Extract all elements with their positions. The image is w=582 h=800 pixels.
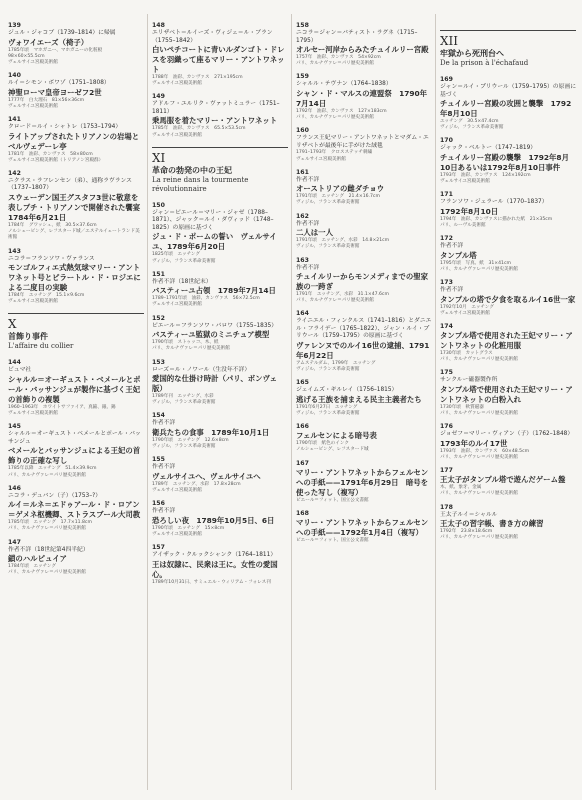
column-divider	[291, 14, 292, 790]
entry-details: 1793年 油彩、カンヴァス 124×192cm	[440, 172, 531, 178]
entry-author: 作者不詳	[296, 176, 320, 183]
section-header	[8, 313, 144, 351]
entry-details: ヴェルサイユ宮殿美術館	[152, 302, 202, 308]
section-number: XII	[440, 34, 459, 48]
catalogue-entry	[440, 235, 576, 273]
entry-details: 1730年頃 軟質磁器	[440, 404, 484, 410]
entry-details: ヴィジル、フランス革命美術館	[296, 200, 360, 206]
entry-number: 153	[152, 358, 165, 366]
entry-number: 159	[296, 73, 309, 81]
entry-title: 1792年8月10日	[440, 206, 499, 216]
entry-details: 1777年 白大理石 81×56×36cm	[8, 97, 85, 103]
entry-details: 1785年 油彩、カンヴァス 65.5×53.5cm	[152, 126, 246, 132]
entry-number: 146	[8, 484, 21, 492]
entry-title: 衛兵たちの食事 1789年10月1日	[152, 427, 270, 437]
column-3	[296, 22, 432, 550]
entry-details: ヴェルサイユ宮殿美術館	[8, 59, 58, 65]
catalogue-entry	[296, 169, 432, 207]
entry-title: 王太子の習字帳、書き方の練習	[440, 519, 544, 529]
section-title: 牢獄から死刑台へ	[440, 49, 504, 58]
entry-author: シャルル・テヴナン（1764–1838）	[296, 81, 392, 88]
entry-author: ライニエル・フィンクルス（1741–1816）とダニエル・フライデー（1765–1822）、ジャン・ルイ・プリウール（1759–1795）の原画に基づく	[296, 318, 432, 340]
entry-title: 神聖ローマ皇帝ヨーゼフ2世	[8, 87, 102, 97]
entry-author: シャルル＝オーギュスト・ベメールとポール・バッサンジュ	[8, 431, 141, 445]
entry-number: 175	[440, 369, 453, 377]
entry-title: バスティーユ監獄のミニチュア模型	[152, 330, 270, 340]
entry-details: 1757年 油彩、カンヴァス 54×92cm	[296, 55, 381, 60]
entry-author: 作者不詳（18世紀第4四半紀）	[8, 546, 89, 553]
entry-author: ジュル・ジャコブ（1739–1814）に帰属	[8, 30, 116, 36]
catalogue-entry	[440, 323, 576, 363]
entry-number: 176	[440, 423, 453, 431]
entry-details: ヴェルサイユ宮殿美術館	[152, 488, 202, 494]
entry-title: 王太子がタンプル塔で遊んだゲーム盤	[440, 475, 566, 485]
entry-details: ヴィジル、フランス革命美術館	[296, 244, 360, 250]
column-divider	[435, 14, 436, 790]
entry-author: ピエール＝フランソワ・パロワ（1755–1835）	[152, 322, 278, 329]
entry-number: 155	[152, 456, 165, 464]
entry-author: 作者不詳	[296, 220, 320, 227]
entry-details: ピエール＝フィット、国立公文書館	[296, 497, 369, 503]
entry-details: 1784年 エッチング 15.1×9.6cm	[8, 293, 85, 299]
entry-details: ヴェルサイユ宮殿美術館	[152, 81, 202, 87]
entry-author: アイザック・クルックシャンク（1764–1811）	[152, 552, 277, 559]
entry-number: 161	[296, 168, 309, 176]
entry-details: パリ、カルナヴァレ＝パリ歴史美術館	[8, 526, 86, 532]
entry-details: 1785年頃 エッチング 17.7×11.8cm	[8, 520, 92, 526]
entry-number: 149	[152, 93, 165, 101]
entry-author: フランス王妃マリー・アントワネットとマダム・エリザベトが最後年に手がけた絨毯	[296, 135, 429, 149]
section-title-french: La reine dans la tourmente révolutionnaire	[152, 175, 249, 193]
entry-details: ノルシェーピング、レフスタード城／エステルイェートランド美術館	[8, 229, 140, 241]
catalogue-entry	[296, 510, 432, 544]
entry-number: 167	[296, 459, 309, 467]
catalogue-entry	[8, 169, 148, 242]
entry-title: オルセー河岸からみたチュイルリー宮殿	[296, 45, 429, 54]
entry-number: 140	[8, 72, 21, 80]
entry-title: 逃げる王族を捕まえる民主主義者たち	[296, 394, 422, 404]
entry-details: エッチング 30.5×47.4cm	[440, 119, 499, 124]
entry-number: 154	[152, 412, 165, 420]
entry-details: 1792年 23.8×18.6cm	[440, 529, 493, 535]
entry-details: ノルシェーピング、レフスタード城	[296, 447, 369, 453]
catalogue-entry	[8, 22, 144, 66]
entry-details: ヴィジル、フランス革命美術館	[440, 125, 504, 131]
entry-details: 1825年頃 エッチング	[152, 252, 201, 258]
entry-number: 152	[152, 314, 165, 322]
entry-title: ヴェルサイユへ、ヴェルサイユへ	[152, 471, 261, 481]
entry-title: 鎖のハルピュイア	[8, 554, 67, 564]
entry-details: 1784年頃 エッチング	[8, 564, 57, 570]
entry-author: 作者不詳	[152, 508, 176, 515]
catalogue-entry	[440, 504, 576, 542]
entry-author: サンクルー磁器製作所	[440, 377, 498, 384]
entry-number: 162	[296, 212, 309, 220]
entry-number: 143	[8, 247, 21, 255]
catalogue-entry	[440, 76, 576, 131]
catalogue-entry	[152, 456, 288, 494]
entry-title: チュイルリー宮殿の襲撃 1792年8月10日あるいは1792年8月10日事件	[440, 152, 569, 172]
catalogue-entry	[440, 137, 576, 185]
entry-title: モンゴルフィエ式熱気球マリー・アントワネット号とピラートル・ド・ロジエによる二度目の実験	[8, 263, 141, 293]
entry-details: 1794年 油彩、カンヴァスに描かれた紙 21×35cm	[440, 216, 553, 222]
entry-title: タンプル塔	[440, 250, 477, 260]
catalogue-entry	[8, 539, 144, 577]
entry-number: 139	[8, 22, 21, 29]
entry-details: ヴェルサイユ宮殿美術館	[152, 132, 202, 138]
entry-author: 作者不詳	[440, 243, 464, 250]
entry-title: ルイ＝ルネ＝エドゥアール・ド・ロアン＝ゲメネ枢機卿、ストラスブール大司教	[8, 500, 141, 520]
entry-details: 1790年頃 ストゥッコ、木、紙	[152, 340, 219, 346]
entry-details: パリ、カルナヴァレ＝パリ歴史美術館	[296, 61, 374, 67]
catalogue-entry	[440, 279, 576, 317]
section-header	[152, 147, 288, 194]
entry-details: 1789年10月31日、サミュエル・ウィリアム・フォレス刊	[152, 579, 271, 585]
catalogue-entry	[8, 485, 144, 533]
entry-details: 1788年 油彩、カンヴァス 271×195cm	[152, 75, 243, 80]
entry-details: パリ、カルナヴァレ＝パリ歴史美術館	[440, 411, 518, 417]
entry-number: 145	[8, 423, 21, 431]
entry-details: 1792年10月 エッチング	[440, 304, 494, 310]
section-header	[440, 30, 576, 68]
catalogue-entry	[296, 423, 432, 453]
entry-details: ヴィジル、フランス革命美術館	[296, 367, 360, 373]
entry-details: 1785年頃 マホガニー、マホガニーの化粧板	[8, 47, 103, 53]
entry-author: ジャン＝ピエール＝マリー・ジャゼ（1788–1871）、ジャック＝ルイ・ダヴィッド（1748–1825）の原画に基づく	[152, 209, 274, 231]
entry-details: アムステルダム、1799年 エッチング	[296, 360, 376, 366]
column-2	[152, 22, 288, 592]
entry-number: 148	[152, 22, 165, 29]
entry-number: 157	[152, 544, 165, 552]
entry-number: 178	[440, 503, 453, 511]
entry-details: ヴェルサイユ宮殿美術館（トリアノン宮殿群）	[8, 157, 104, 163]
catalogue-entry	[296, 213, 432, 251]
catalogue-entry	[440, 369, 576, 417]
catalogue-entry	[152, 544, 288, 586]
entry-title: スウェーデン国王グスタフ3世に敬意を表しプチ・トリアノンで開催された饗宴 1784年6月21日	[8, 192, 148, 222]
entry-details: パリ、ルーヴル美術館	[440, 223, 486, 229]
entry-number: 158	[296, 22, 309, 29]
entry-author: 作者不詳	[440, 287, 464, 294]
entry-details: 98×60×55.5cm	[8, 53, 45, 59]
entry-title: シャルル＝オーギュスト・ベメールとポール・バッサンジュが製作に基づく王妃の首飾りの複製	[8, 374, 141, 404]
catalogue-entry	[440, 423, 576, 461]
catalogue-entry	[152, 315, 288, 353]
entry-title: シャン・ド・マルスの連盟祭 1790年7月14日	[296, 88, 428, 108]
entry-author: クロード＝ルイ・シャトレ（1753–1794）	[8, 124, 122, 131]
entry-title: バスティーユ占領 1789年7月14日	[152, 286, 276, 296]
entry-author: ニコラ＝ジャン＝バティスト・ラグネ（1715–1795）	[296, 30, 418, 44]
entry-details: 1790年頃 エッチング 12.6×8cm	[152, 437, 229, 443]
entry-title: 白いペチコートに青いルダンゴト・ドレスを羽織って座るマリー・アントワネット	[152, 45, 285, 74]
entry-details: ヴェルサイユ宮殿美術館	[152, 531, 202, 537]
entry-details: 1789–1791年頃 油彩、カンヴァス 56×72.5cm	[152, 296, 260, 302]
entry-author: ジャン＝ルイ・プリウール（1759–1795）の原画に基づく	[440, 84, 576, 98]
entry-number: 172	[440, 235, 453, 243]
entry-author: ビュマ社	[8, 367, 32, 374]
entry-details: 1791年頃 エッチング 21.4×16.7cm	[296, 194, 380, 200]
entry-title: ヴォワイエーズ（椅子）	[8, 37, 89, 47]
entry-title: 王は奴隷に、民衆は王に。女性の愛国心。	[152, 559, 278, 579]
column-4	[440, 22, 576, 548]
entry-author: エリザベト＝ルイーズ・ヴィジェ＝ル・ブラン（1755–1842）	[152, 30, 273, 44]
entry-number: 164	[296, 310, 309, 318]
entry-details: ヴィジル、フランス革命美術館	[152, 444, 216, 450]
catalogue-entry	[152, 93, 288, 138]
entry-author: 王太子ルイ＝シャルル	[440, 511, 498, 518]
entry-author: フランソワ・ジェラール（1770–1837）	[440, 199, 548, 206]
column-1	[8, 22, 148, 583]
entry-number: 170	[440, 137, 453, 145]
entry-number: 141	[8, 116, 21, 124]
entry-details: パリ、カルナヴァレ＝パリ歴史美術館	[296, 115, 374, 121]
catalogue-entry	[8, 359, 144, 417]
entry-details: 1791年6月27日 エッチング	[296, 404, 358, 410]
entry-details: 1789年 エッチング、水彩 17.8×28cm	[152, 481, 241, 487]
section-number: XI	[152, 150, 166, 165]
entry-details: 1791年 エッチング、水彩 31.1×47.6cm	[296, 292, 389, 298]
entry-title: フェルセンによる暗号表	[296, 431, 377, 441]
entry-details: ヴェルサイユ宮殿美術館	[8, 411, 58, 417]
entry-title: 乗馬服を着たマリー・アントワネット	[152, 116, 278, 126]
entry-details: パリ、カルナヴァレ＝パリ歴史美術館	[440, 357, 518, 363]
catalogue-entry	[296, 379, 432, 417]
entry-details: パリ、カルナヴァレ＝パリ歴史美術館	[440, 535, 518, 541]
entry-title: オーストリアの雌ダチョウ	[296, 184, 385, 194]
catalogue-entry	[296, 310, 432, 373]
entry-details: パリ、カルナヴァレ＝パリ歴史美術館	[152, 346, 230, 352]
column-divider	[147, 14, 148, 790]
entry-details: 1795年頃 写真、紙 31×41cm	[440, 260, 511, 266]
catalogue-entry	[296, 460, 432, 504]
entry-details: ヴェルサイユ宮殿美術館	[440, 310, 490, 316]
entry-number: 160	[296, 127, 309, 135]
entry-number: 174	[440, 323, 453, 331]
catalogue-entry	[152, 412, 288, 450]
entry-number: 165	[296, 379, 309, 387]
entry-details: ヴェルサイユ宮殿美術館	[440, 179, 490, 185]
entry-details: 1793年 油彩、カンヴァス 60×48.5cm	[440, 448, 530, 454]
section-title: 革命の勃発の中の王妃	[152, 165, 232, 175]
entry-author: ニクラス・ラフレンセン（弟）、通称ラヴランス（1737–1807）	[8, 177, 132, 192]
entry-number: 151	[152, 270, 165, 278]
entry-number: 163	[296, 256, 309, 264]
entry-title: 恐ろしい夜 1789年10月5日、6日	[152, 515, 275, 525]
entry-details: 1784年 グワッシュ、紙 30.5×37.6cm	[8, 222, 97, 228]
entry-details: 1960–1963年 ホワイトサファイア、真鍮、銀、錫	[8, 404, 116, 410]
catalogue-entry	[296, 127, 432, 162]
section-title-french: L'affaire du collier	[8, 342, 74, 351]
entry-title: 二人は一人	[296, 228, 333, 238]
catalogue-entry	[296, 257, 432, 305]
entry-number: 144	[8, 359, 21, 367]
entry-author: ジャック・ベルトー（1747–1819）	[440, 145, 537, 152]
entry-title: 1793年のルイ17世	[440, 438, 508, 448]
entry-number: 142	[8, 169, 21, 177]
catalogue-entry	[8, 248, 144, 306]
entry-details: 1792年 油彩、カンヴァス 127×183cm	[296, 108, 387, 114]
catalogue-entry	[8, 72, 144, 110]
entry-author: ルイ＝シモン・ボワゾ（1751–1808）	[8, 80, 110, 87]
catalogue-entry	[152, 500, 288, 538]
entry-title: ヴァレンヌでのルイ16世の逮捕、1791年6月22日	[296, 340, 430, 360]
entry-details: 1790年頃 エッチング 15×8cm	[152, 525, 225, 531]
section-title-french: De la prison à l'échafaud	[440, 59, 529, 67]
entry-author: 作者不詳	[296, 264, 320, 271]
entry-author: ジョゼフ＝マリー・ヴィアン（子）（1762–1848）	[440, 431, 574, 438]
entry-title: タンプルの塔で夕食を取るルイ16世一家	[440, 294, 576, 304]
entry-title: ジュ・ド・ポームの誓い ヴェルサイユ、1789年6月20日	[152, 232, 277, 252]
entry-author: ニコラ・デュバン（子）（1753–?）	[8, 492, 102, 499]
catalogue-entry	[152, 202, 288, 265]
entry-title: マリー・アントワネットからフェルセンへの手紙——1791年6月29日 暗号を使った写し（複写）	[296, 467, 429, 497]
catalogue-entry	[440, 191, 576, 229]
section-title: 首飾り事件	[8, 332, 48, 342]
entry-number: 177	[440, 467, 453, 475]
entry-details: 1789年刊 エッチング、水彩	[152, 394, 214, 400]
entry-details: パリ、カルナヴァレ＝パリ歴史美術館	[8, 472, 86, 478]
entry-details: ヴェルサイユ宮殿美術館	[8, 103, 58, 109]
entry-details: 木、紙、象牙、金属	[440, 485, 482, 491]
entry-title: チュイルリーからモンメディまでの聖家族の一跨ぎ	[296, 272, 428, 292]
entry-number: 169	[440, 76, 453, 83]
catalogue-entry	[152, 271, 288, 309]
entry-title: ベメールとバッサンジュによる王妃の首飾りの正確な写し	[8, 446, 141, 466]
entry-number: 147	[8, 538, 21, 546]
entry-details: 1730年頃 カットグラス	[440, 351, 493, 357]
entry-details: 1790年頃 紙色のインク	[296, 441, 349, 447]
entry-details: パリ、カルナヴァレ＝パリ歴史美術館	[296, 298, 374, 304]
catalogue-entry	[152, 359, 288, 407]
entry-details: パリ、カルナヴァレ＝パリ歴史美術館	[8, 570, 86, 576]
catalogue-entry	[296, 73, 432, 121]
entry-title: タンプル塔で使用された王妃マリー・アントワネットの化粧用服	[440, 331, 573, 351]
entry-author: ニコラ＝フランソワ・ヴァランス	[8, 255, 95, 262]
entry-author: ジェイムズ・ギルレイ（1756–1815）	[296, 387, 398, 394]
entry-details: ピエール＝フィット、国立公文書館	[296, 537, 369, 543]
entry-number: 171	[440, 191, 453, 199]
catalogue-entry	[440, 467, 576, 497]
entry-title: チュイルリー宮殿の攻囲と襲撃 1792年8月10日	[440, 99, 572, 118]
catalogue-entry	[296, 22, 432, 67]
entry-number: 150	[152, 201, 165, 209]
entry-details: 1791–1793年 クロスステッチ刺繍	[296, 150, 373, 156]
entry-author: 作者不詳	[152, 464, 176, 471]
entry-details: パリ、カルナヴァレ＝パリ歴史美術館	[440, 455, 518, 461]
section-number: X	[8, 317, 17, 332]
entry-author: ローズ＝ル・ノワール（生没年不詳）	[152, 366, 251, 373]
entry-title: タンプル塔で使用された王妃マリー・アントワネットの白粉入れ	[440, 384, 573, 404]
entry-title: ライトアップされたトリアノンの岩場とベルヴェデーレ亭	[8, 131, 140, 151]
entry-details: 1791年頃 エッチング、水彩 14.8×21cm	[296, 238, 390, 244]
entry-details: ヴェルサイユ宮殿美術館	[296, 156, 346, 162]
entry-number: 166	[296, 423, 309, 431]
entry-author: 作者不詳	[152, 420, 176, 427]
entry-number: 173	[440, 279, 453, 287]
entry-author: アドルフ・ユルリク・ヴァットミュラー（1751–1811）	[152, 101, 280, 115]
entry-details: パリ、カルナヴァレ＝パリ歴史美術館	[440, 491, 518, 497]
entry-details: ヴィジル、フランス革命美術館	[296, 411, 360, 417]
entry-title: 愛国的な仕掛け時計（パリ、ボンヴェ版）	[152, 374, 277, 394]
catalogue-entry	[8, 116, 144, 164]
entry-details: ヴェルサイユ宮殿美術館	[8, 299, 58, 305]
entry-details: ヴィジル、フランス革命美術館	[152, 400, 216, 406]
entry-details: 1781年 油彩、カンヴァス 58×80cm	[8, 151, 93, 157]
entry-number: 168	[296, 509, 309, 517]
entry-number: 156	[152, 500, 165, 508]
entry-title: マリー・アントワネットからフェルセンへの手紙——1792年1月4日（複写）	[296, 517, 429, 537]
entry-details: ヴィジル、フランス革命美術館	[152, 258, 216, 264]
entry-author: 作者不詳（18世紀末）	[152, 278, 212, 285]
catalogue-entry	[152, 22, 288, 87]
catalogue-entry	[8, 423, 144, 478]
entry-details: パリ、カルナヴァレ＝パリ歴史美術館	[440, 266, 518, 272]
entry-details: 1785年以降 エッチング 51.4×39.9cm	[8, 466, 97, 472]
